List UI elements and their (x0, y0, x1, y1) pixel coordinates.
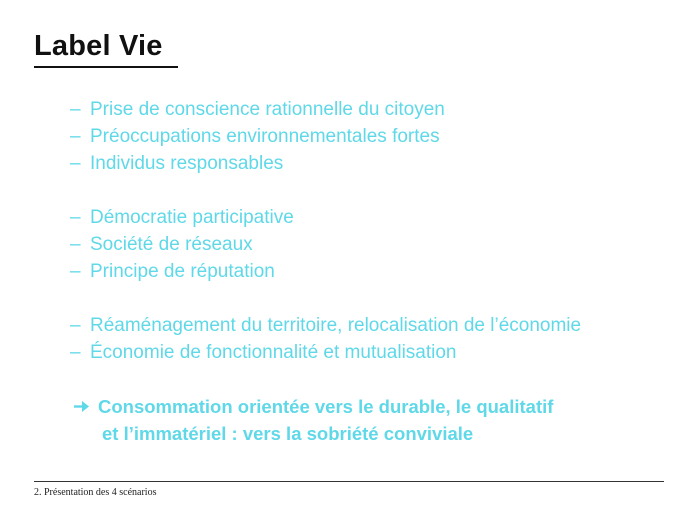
conclusion-line-1: Consommation orientée vers le durable, le qualitatif (98, 396, 554, 417)
bullet-item (70, 204, 581, 231)
bullet-text: Économie de fonctionnalité et mutualisation (90, 342, 457, 363)
bullet-item (70, 123, 581, 150)
right-arrow-icon (72, 393, 94, 420)
title-underline (34, 66, 178, 68)
slide-title: Label Vie (34, 30, 163, 62)
bullet-item (70, 339, 581, 366)
bullet-item (70, 258, 581, 285)
dash-icon: – (70, 126, 81, 147)
bullet-text: Réaménagement du territoire, relocalisation de l’économie (90, 315, 582, 336)
dash-icon: – (70, 261, 81, 282)
dash-icon: – (70, 315, 81, 336)
dash-icon: – (70, 99, 81, 120)
dash-icon: – (70, 207, 81, 228)
dash-icon: – (70, 153, 81, 174)
bullet-text: Préoccupations environnementales fortes (90, 126, 440, 147)
conclusion (72, 393, 672, 447)
conclusion-line-2: et l’immatériel : vers la sobriété conviviale (102, 423, 474, 444)
bullet-text: Individus responsables (90, 153, 284, 174)
bullet-item (70, 231, 581, 258)
bullet-text: Société de réseaux (90, 234, 253, 255)
bullet-item (70, 96, 581, 123)
footer-section-label: 2. Présentation des 4 scénarios (34, 487, 157, 498)
bullet-list (70, 96, 581, 366)
bullet-item (70, 150, 581, 177)
bullet-item (70, 312, 581, 339)
bullet-text: Principe de réputation (90, 261, 275, 282)
footer-divider (34, 481, 664, 482)
bullet-text: Prise de conscience rationnelle du citoyen (90, 99, 445, 120)
bullet-text: Démocratie participative (90, 207, 294, 228)
dash-icon: – (70, 234, 81, 255)
dash-icon: – (70, 342, 81, 363)
